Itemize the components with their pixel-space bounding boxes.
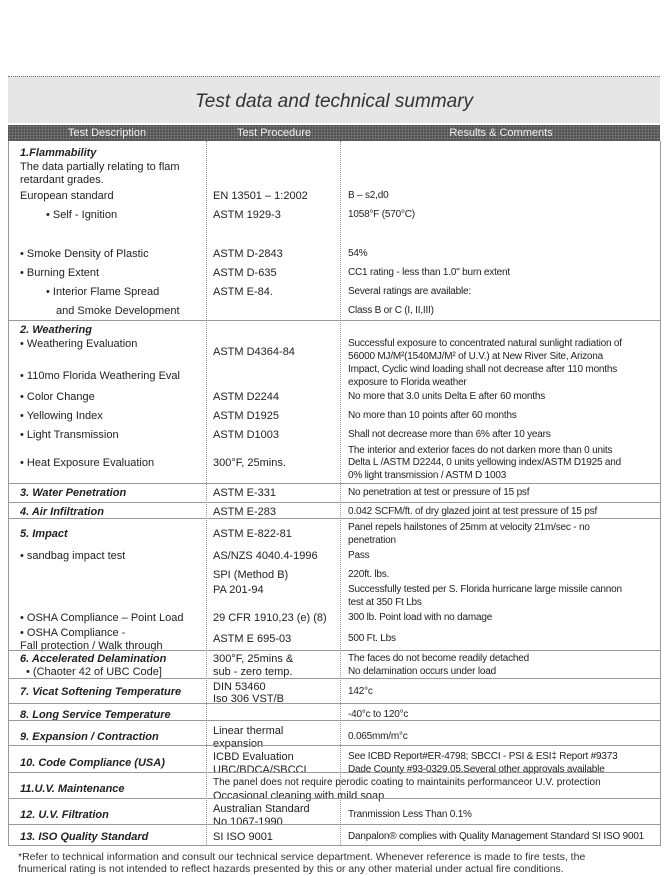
cell-test-procedure: 29 CFR 1910,23 (e) (8) xyxy=(213,612,327,624)
cell-results: 220ft. lbs. xyxy=(348,569,390,580)
cell-test-description: retardant grades. xyxy=(20,174,104,186)
cell-results: Shall not decrease more than 6% after 10 years xyxy=(348,429,551,440)
cell-test-description: 3. Water Penetration xyxy=(20,487,127,499)
cell-results: penetration xyxy=(348,535,396,546)
cell-results: No penetration at test or pressure of 15 psf xyxy=(348,487,530,498)
cell-results: No more that 3.0 units Delta E after 60 months xyxy=(348,391,546,402)
cell-test-description: 7. Vicat Softening Temperature xyxy=(20,686,182,698)
cell-test-description: 5. Impact xyxy=(20,528,68,540)
cell-test-procedure: expansion xyxy=(213,738,264,750)
header-test-procedure: Test Procedure xyxy=(237,127,311,139)
cell-test-description: • (Chaoter 42 of UBC Code] xyxy=(26,666,162,678)
cell-test-description: 13. ISO Quality Standard xyxy=(20,831,149,843)
cell-results: 0% light transmission / ASTM D 1003 xyxy=(348,470,507,481)
cell-test-procedure: ICBD Evaluation xyxy=(213,751,294,763)
cell-test-procedure: ASTM 1929-3 xyxy=(213,209,281,221)
cell-test-procedure: Linear thermal xyxy=(213,725,284,737)
cell-test-description: • sandbag impact test xyxy=(20,550,126,562)
cell-results: Panel repels hailstones of 25mm at velocity 21m/sec - no xyxy=(348,522,590,533)
cell-test-description: • OSHA Compliance – Point Load xyxy=(20,612,184,624)
cell-test-description: 11.U.V. Maintenance xyxy=(20,783,125,795)
cell-test-description: • Heat Exposure Evaluation xyxy=(20,457,155,469)
cell-test-procedure: sub - zero temp. xyxy=(213,666,293,678)
cell-results: 1058°F (570°C) xyxy=(348,209,415,220)
cell-results: Several ratings are available: xyxy=(348,286,471,297)
cell-test-description: Fall protection / Walk through xyxy=(20,640,163,652)
cell-test-description: 8. Long Service Temperature xyxy=(20,709,171,721)
cell-results: No more than 10 points after 60 months xyxy=(348,410,517,421)
cell-test-procedure: ASTM D-2843 xyxy=(213,248,283,260)
cell-test-procedure: ASTM E-331 xyxy=(213,487,276,499)
cell-test-description: 4. Air Infiltration xyxy=(20,506,104,518)
cell-test-procedure: UBC/BDCA/SBCCI xyxy=(213,764,307,776)
cell-test-procedure: DIN 53460 xyxy=(213,681,266,693)
cell-results: B – s2,d0 xyxy=(348,190,389,201)
cell-results: Pass xyxy=(348,550,370,561)
table-header xyxy=(8,125,660,141)
cell-test-procedure: ASTM E-283 xyxy=(213,506,276,518)
cell-test-description: • Burning Extent xyxy=(20,267,100,279)
cell-test-description: • Weathering Evaluation xyxy=(20,338,138,350)
cell-test-procedure: AS/NZS 4040.4-1996 xyxy=(213,550,318,562)
cell-test-description: • Self - Ignition xyxy=(46,209,118,221)
cell-test-procedure: Iso 306 VST/B xyxy=(213,693,284,705)
cell-test-procedure: Australian Standard xyxy=(213,803,310,815)
cell-test-procedure: SI ISO 9001 xyxy=(213,831,273,843)
header-test-description: Test Description xyxy=(67,127,147,139)
cell-test-description: 1.Flammability xyxy=(20,147,97,159)
cell-test-procedure: 300°F, 25mins. xyxy=(213,457,286,469)
cell-test-description: 9. Expansion / Contraction xyxy=(20,731,159,743)
cell-test-description: European standard xyxy=(20,190,114,202)
footnote xyxy=(18,851,585,875)
cell-results: -40°c to 120°c xyxy=(348,709,409,720)
footnote-line: fnumerical rating is not intended to reflect hazards presented by this or any other material under actual fire conditions. xyxy=(18,863,564,875)
cell-test-description: • 110mo Florida Weathering Eval xyxy=(20,370,180,382)
cell-test-description: • Yellowing Index xyxy=(20,410,103,422)
cell-results: Tranmission Less Than 0.1% xyxy=(348,809,472,820)
cell-test-procedure: Occasional cleaning with mild soap xyxy=(213,790,385,802)
cell-results: CC1 rating - less than 1.0" burn extent xyxy=(348,267,510,278)
page-title: Test data and technical summary xyxy=(194,91,474,112)
cell-results: Impact, Cyclic wind loading shall not decrease after 110 months xyxy=(348,364,618,375)
cell-results: Dade County #93-0329.05.Several other approvals available xyxy=(348,764,605,775)
cell-test-procedure: ASTM E 695-03 xyxy=(213,633,292,645)
cell-test-description: • Light Transmission xyxy=(20,429,119,441)
footnote-line: *Refer to technical information and consult our technical service department. Whenever reference is made to fire tests, the xyxy=(18,851,586,863)
cell-results: 142°c xyxy=(348,686,373,697)
cell-results: exposure to Florida weather xyxy=(348,377,467,388)
cell-results: See ICBD Report#ER-4798; SBCCI - PSI & ESI‡ Report #9373 xyxy=(348,751,618,762)
cell-test-description: • Interior Flame Spread xyxy=(46,286,160,298)
cell-results: 0.065mm/m°c xyxy=(348,731,408,742)
cell-test-description: • OSHA Compliance - xyxy=(20,627,126,639)
cell-results: Danpalon® complies with Quality Management Standard SI ISO 9001 xyxy=(348,831,645,842)
cell-test-procedure: ASTM D1925 xyxy=(213,410,280,422)
cell-results: The faces do not become readily detached xyxy=(348,653,530,664)
cell-test-description: and Smoke Development xyxy=(56,305,180,317)
table-border xyxy=(8,141,661,846)
cell-test-procedure: ASTM D1003 xyxy=(213,429,280,441)
cell-results: test at 350 Ft Lbs xyxy=(348,597,422,608)
cell-test-procedure: PA 201-94 xyxy=(213,584,264,596)
column-divider xyxy=(206,141,207,845)
cell-test-description: 10. Code Compliance (USA) xyxy=(20,757,165,769)
cell-test-procedure: ASTM D4364-84 xyxy=(213,346,295,358)
cell-results: 56000 MJ/M²(1540MJ/M² of U.V.) at New River Site, Arizona xyxy=(348,351,603,362)
cell-test-procedure: No.1067-1990 xyxy=(213,816,283,828)
cell-results: 500 Ft. Lbs xyxy=(348,633,396,644)
cell-test-procedure: ASTM E-822-81 xyxy=(213,528,292,540)
cell-test-description: • Smoke Density of Plastic xyxy=(20,248,149,260)
cell-test-procedure: ASTM E-84. xyxy=(213,286,273,298)
cell-test-procedure: The panel does not require perodic coating to maintainits performanceor U.V. protection xyxy=(213,777,601,788)
cell-test-procedure: EN 13501 – 1:2002 xyxy=(213,190,308,202)
cell-results: 54% xyxy=(348,248,368,259)
header-results-comments: Results & Comments xyxy=(449,127,553,139)
cell-test-description: 12. U.V. Filtration xyxy=(20,809,109,821)
cell-results: Successfully tested per S. Florida hurricane large missile cannon xyxy=(348,584,622,595)
cell-results: No delamination occurs under load xyxy=(348,666,496,677)
cell-test-description: • Color Change xyxy=(20,391,95,403)
cell-results: The interior and exterior faces do not darken more than 0 units xyxy=(348,445,613,456)
cell-test-procedure: ASTM D2244 xyxy=(213,391,280,403)
cell-test-description: 2. Weathering xyxy=(20,324,92,336)
cell-results: Successful exposure to concentrated natural sunlight radiation of xyxy=(348,338,622,349)
cell-test-description: 6. Accelerated Delamination xyxy=(20,653,167,665)
cell-results: 0.042 SCFM/ft. of dry glazed joint at test pressure of 15 psf xyxy=(348,506,598,517)
cell-test-description: The data partially relating to flam xyxy=(20,161,180,173)
cell-test-procedure: SPI (Method B) xyxy=(213,569,289,581)
column-divider xyxy=(340,141,341,845)
cell-results: 300 lb. Point load with no damage xyxy=(348,612,493,623)
cell-test-procedure: ASTM D-635 xyxy=(213,267,277,279)
cell-results: Delta L /ASTM D2244, 0 units yellowing index/ASTM D1925 and xyxy=(348,457,621,468)
cell-results: Class B or C (I, II,III) xyxy=(348,305,434,316)
cell-test-procedure: 300°F, 25mins & xyxy=(213,653,294,665)
